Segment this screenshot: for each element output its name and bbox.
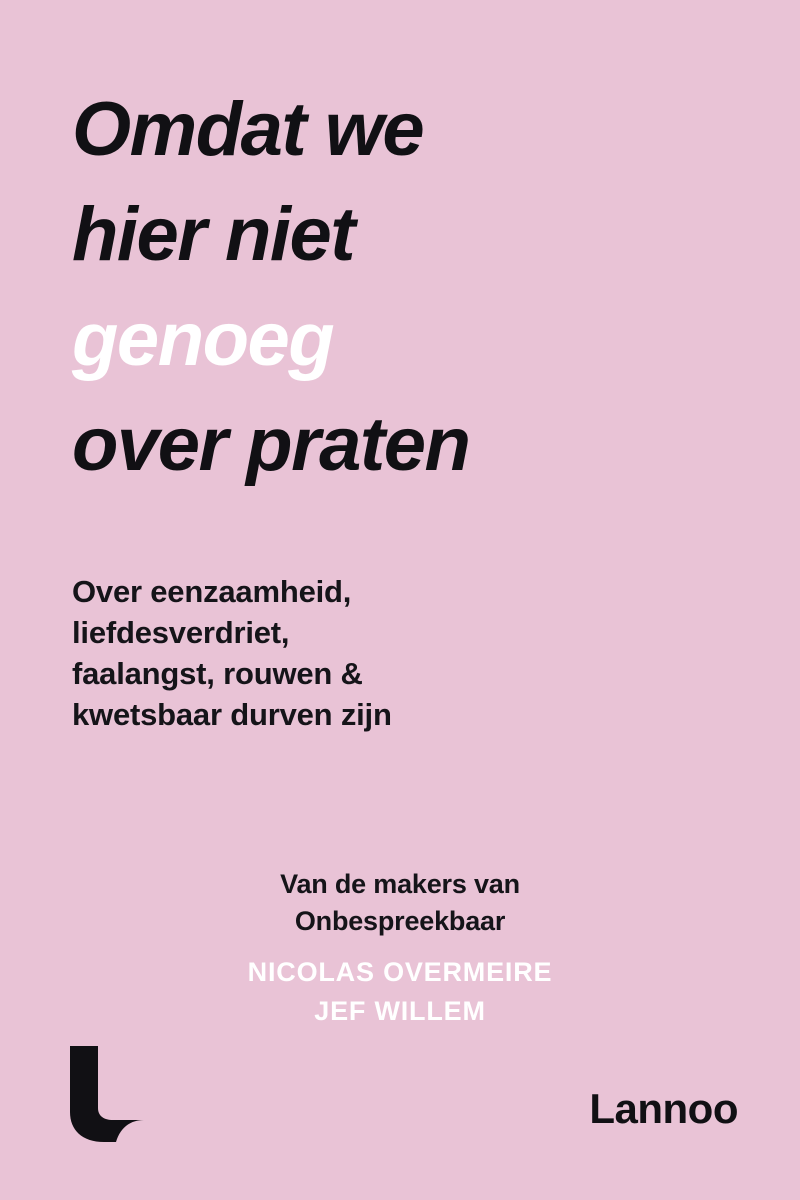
title-line-3: genoeg (72, 296, 334, 382)
subtitle-line-2: liefdesverdriet, (72, 614, 290, 650)
subtitle-line-1: Over eenzaamheid, (72, 574, 352, 609)
book-title (72, 78, 732, 498)
author-name-1: NICOLAS OVERMEIRE (247, 956, 553, 987)
author-names (0, 953, 800, 1031)
makers-line-2: Onbespreekbaar (294, 906, 506, 937)
lannoo-l-mark-icon (58, 1046, 144, 1142)
subtitle-line-3: faalangst, rouwen & (72, 655, 363, 691)
publisher-name: Lannoo (589, 1085, 738, 1132)
title-line-2: hier niet (72, 191, 355, 277)
makers-line-1: Van de makers van (280, 869, 520, 899)
title-line-1: Omdat we (72, 87, 424, 172)
title-line-4: over praten (72, 401, 470, 487)
book-subtitle (72, 572, 672, 736)
credits-block (0, 866, 800, 1031)
author-name-2: JEF WILLEM (314, 995, 486, 1026)
subtitle-line-4: kwetsbaar durven zijn (72, 696, 392, 732)
makers-note (0, 866, 800, 941)
